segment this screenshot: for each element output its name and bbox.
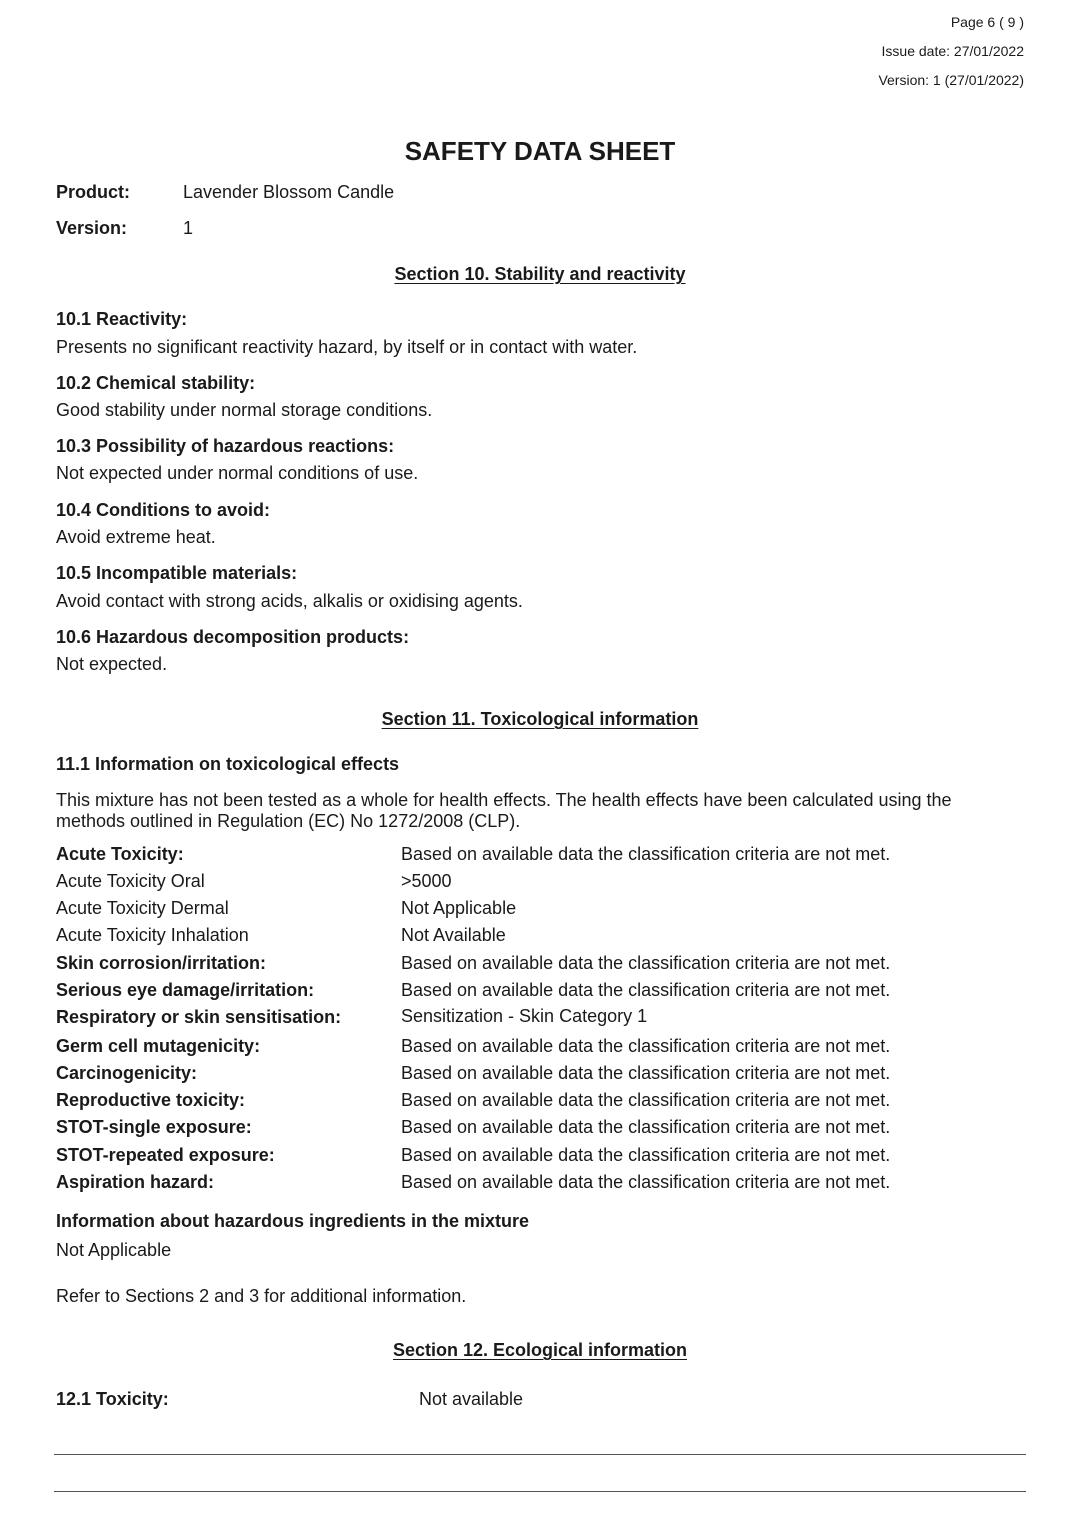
issue-date: Issue date: 27/01/2022	[881, 43, 1024, 59]
tox-value: Based on available data the classification criteria are not met.	[401, 953, 891, 973]
toxicity-value: Not available	[419, 1389, 524, 1409]
section-11-heading: Section 11. Toxicological information	[381, 709, 699, 729]
hazardous-reactions-text: Not expected under normal conditions of use.	[56, 463, 419, 483]
section-12-heading: Section 12. Ecological information	[392, 1340, 688, 1360]
tox-value: Based on available data the classification criteria are not met.	[401, 980, 891, 1000]
tox-label: STOT-repeated exposure:	[56, 1145, 275, 1165]
tox-value: Based on available data the classification criteria are not met.	[401, 1145, 891, 1165]
version-label: Version:	[56, 218, 128, 238]
decomposition-products-title: 10.6 Hazardous decomposition products:	[56, 627, 410, 647]
tox-value: Based on available data the classification criteria are not met.	[401, 1090, 891, 1110]
version-date: Version: 1 (27/01/2022)	[878, 72, 1024, 88]
refer-sections-text: Refer to Sections 2 and 3 for additional information.	[56, 1286, 467, 1306]
section-10-heading: Section 10. Stability and reactivity	[394, 264, 686, 284]
tox-label: Aspiration hazard:	[56, 1172, 215, 1192]
tox-value: >5000	[401, 871, 452, 891]
tox-label: Skin corrosion/irritation:	[56, 953, 267, 973]
tox-label: Acute Toxicity Inhalation	[56, 925, 249, 945]
product-label: Product:	[56, 182, 130, 202]
reactivity-text: Presents no significant reactivity hazard, by itself or in contact with water.	[56, 337, 638, 357]
tox-label: Reproductive toxicity:	[56, 1090, 246, 1110]
chemical-stability-text: Good stability under normal storage conditions.	[56, 400, 433, 420]
incompatible-materials-text: Avoid contact with strong acids, alkalis or oxidising agents.	[56, 591, 523, 611]
hazardous-ingredients-text: Not Applicable	[56, 1240, 172, 1260]
tox-label: Germ cell mutagenicity:	[56, 1036, 261, 1056]
tox-label: STOT-single exposure:	[56, 1117, 252, 1137]
chemical-stability-title: 10.2 Chemical stability:	[56, 373, 256, 393]
tox-label: Serious eye damage/irritation:	[56, 980, 315, 1000]
conditions-avoid-title: 10.4 Conditions to avoid:	[56, 500, 271, 520]
tox-value: Based on available data the classification criteria are not met.	[401, 844, 891, 864]
tox-label: Acute Toxicity Dermal	[56, 898, 229, 918]
tox-label: Acute Toxicity Oral	[56, 871, 205, 891]
footer-divider-bottom	[54, 1491, 1026, 1492]
toxicological-effects-title: 11.1 Information on toxicological effects	[56, 754, 400, 774]
footer-divider-top	[54, 1454, 1026, 1455]
incompatible-materials-title: 10.5 Incompatible materials:	[56, 563, 298, 583]
tox-value: Based on available data the classification criteria are not met.	[401, 1172, 891, 1192]
reactivity-title: 10.1 Reactivity:	[56, 309, 188, 329]
tox-label: Carcinogenicity:	[56, 1063, 198, 1083]
tox-value: Sensitization - Skin Category 1	[401, 1006, 648, 1026]
tox-value: Not Applicable	[401, 898, 517, 918]
toxicity-label: 12.1 Toxicity:	[56, 1389, 169, 1409]
tox-label: Respiratory or skin sensitisation:	[56, 1007, 342, 1027]
toxicological-intro: This mixture has not been tested as a whole for health effects. The health effects have been calculated using the methods outlined in Regulation (EC) No 1272/2008 (CLP).	[56, 790, 952, 831]
decomposition-products-text: Not expected.	[56, 654, 168, 674]
page-number: Page 6 ( 9 )	[950, 14, 1024, 30]
tox-value: Not Available	[401, 925, 506, 945]
tox-label: Acute Toxicity:	[56, 844, 184, 864]
product-value: Lavender Blossom Candle	[183, 182, 395, 202]
hazardous-reactions-title: 10.3 Possibility of hazardous reactions:	[56, 436, 395, 456]
hazardous-ingredients-title: Information about hazardous ingredients in the mixture	[56, 1211, 530, 1231]
tox-value: Based on available data the classification criteria are not met.	[401, 1036, 891, 1056]
document-title: SAFETY DATA SHEET	[404, 136, 676, 166]
tox-value: Based on available data the classification criteria are not met.	[401, 1063, 891, 1083]
tox-value: Based on available data the classification criteria are not met.	[401, 1117, 891, 1137]
conditions-avoid-text: Avoid extreme heat.	[56, 527, 216, 547]
version-value: 1	[183, 218, 194, 238]
